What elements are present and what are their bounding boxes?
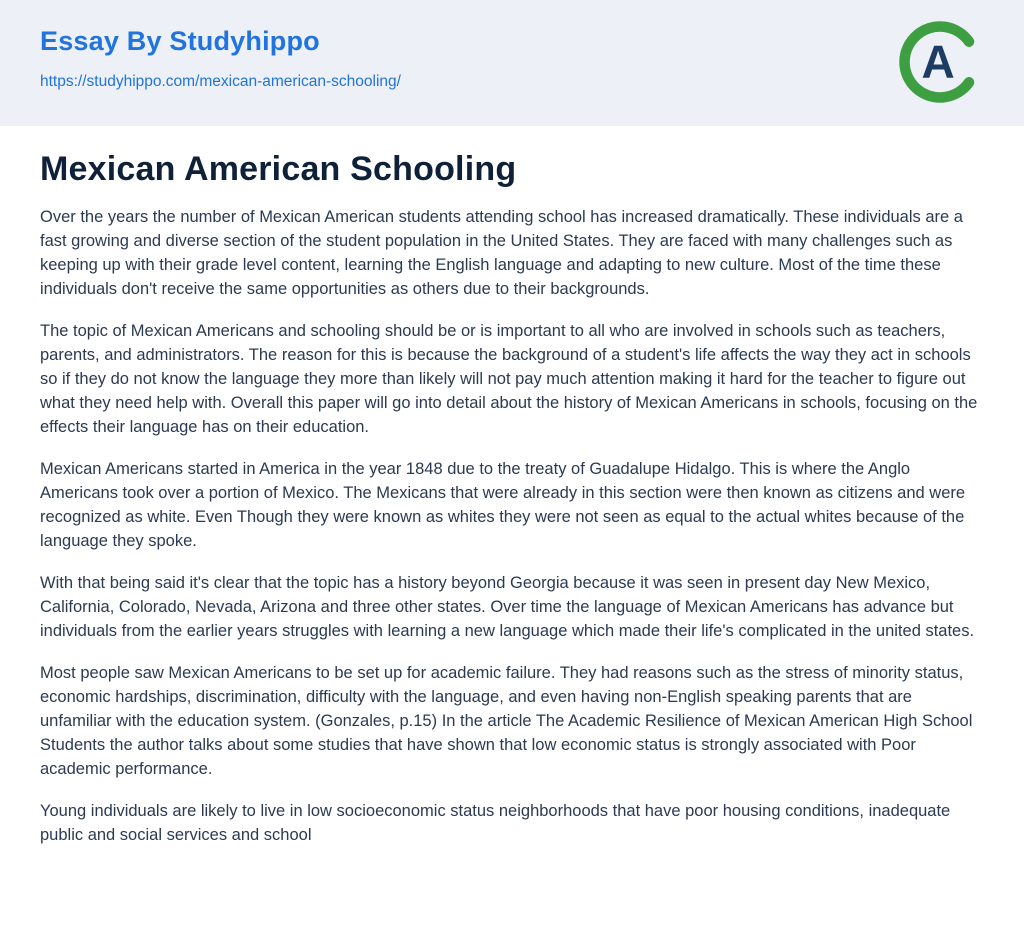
article-body bbox=[40, 205, 984, 847]
article-paragraph: Mexican Americans started in America in the year 1848 due to the treaty of Guadalupe Hidalgo. This is where the Anglo Americans took over a portion of Mexico. The Mexicans that were already in this section were then known as citizens and were recognized as white. Even Though they were known as whites they were not seen as equal to the actual whites because of the language they spoke. bbox=[40, 460, 966, 550]
article-title: Mexican American Schooling bbox=[40, 150, 517, 188]
page-header bbox=[0, 0, 1024, 126]
article-paragraph: Most people saw Mexican Americans to be set up for academic failure. They had reasons such as the stress of minority status, economic hardships, discrimination, difficulty with the language, and even having non-English speaking parents that are unfamiliar with the education system. (Gonzales, p.15) In the article The Academic Resilience of Mexican American High School Students the author talks about some studies that have shown that low economic status is strongly associated with Poor academic performance. bbox=[40, 664, 973, 778]
article-paragraph: Over the years the number of Mexican American students attending school has increased dramatically. These individuals are a fast growing and diverse section of the student population in the United States. They are faced with many challenges such as keeping up with their grade level content, learning the English language and adapting to new culture. Most of the time these individuals don't receive the same opportunities as others due to their backgrounds. bbox=[40, 208, 963, 298]
article-paragraph: Young individuals are likely to live in low socioeconomic status neighborhoods that have poor housing conditions, inadequate public and social services and school bbox=[40, 802, 951, 844]
article-paragraph: With that being said it's clear that the topic has a history beyond Georgia because it was seen in present day New Mexico, California, Colorado, Nevada, Arizona and three other states. Over time the language of Mexican Americans has advance but individuals from the earlier years struggles with learning a new language which made their life's complicated in the united states. bbox=[40, 574, 975, 640]
site-title: Essay By Studyhippo bbox=[40, 26, 320, 56]
studyhippo-logo-icon bbox=[894, 16, 986, 108]
article-paragraph: The topic of Mexican Americans and schooling should be or is important to all who are involved in schools such as teachers, parents, and administrators. The reason for this is because the background of a student's life affects the way they act in schools so if they do not know the language they more than likely will not pay much attention making it hard for the teacher to figure out what they need help with. Overall this paper will go into detail about the history of Mexican Americans in schools, focusing on the effects their language has on their education. bbox=[40, 322, 978, 436]
article-content bbox=[0, 126, 1024, 847]
source-url-link[interactable]: https://studyhippo.com/mexican-american-schooling/ bbox=[40, 73, 401, 90]
studyhippo-logo bbox=[894, 16, 986, 108]
logo-letter: A bbox=[921, 35, 955, 88]
